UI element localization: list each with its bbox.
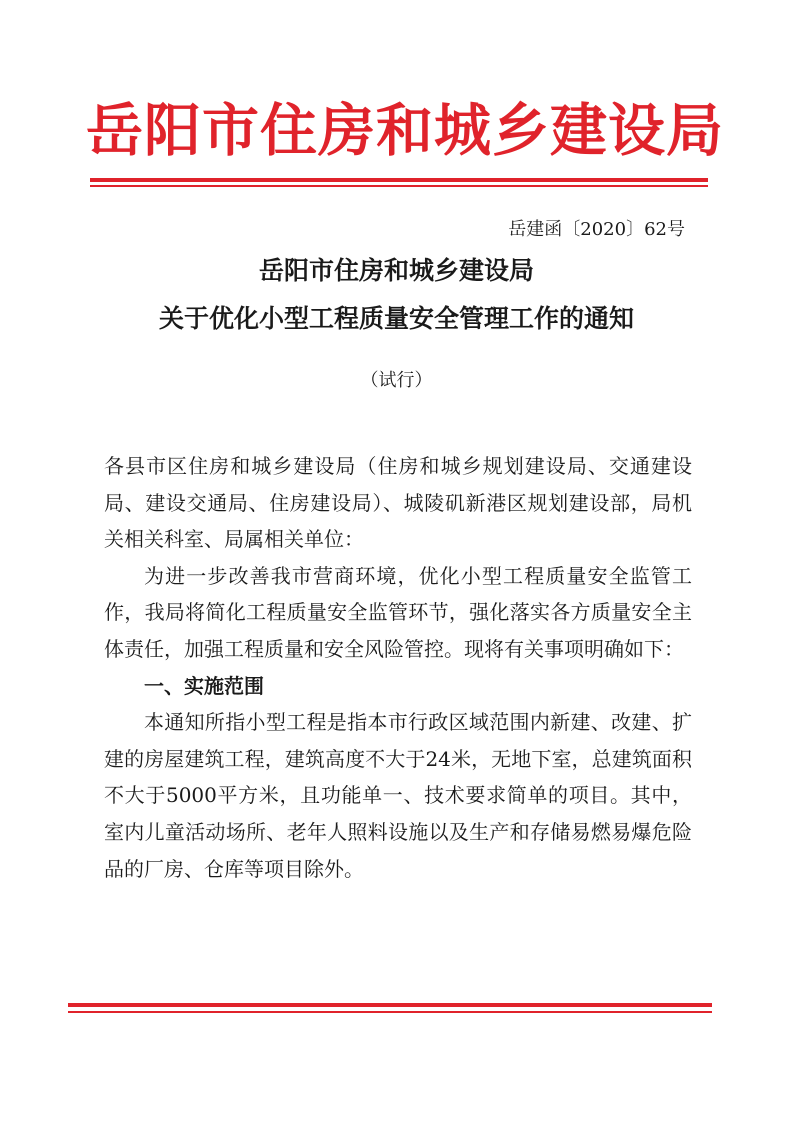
document-subtitle: （试行）	[360, 370, 433, 391]
footer-rule-thick	[68, 1003, 712, 1007]
section-paragraph: 本通知所指小型工程是指本市行政区域范围内新建、改建、扩建的房屋建筑工程，建筑高度不大于24米，无地下室，总建筑面积不大于5000平方米，且功能单一、技术要求简单的项目。其中，室内儿童活动场所、老年人照料设施以及生产和存储易燃易爆危险品的厂房、仓库等项目除外。	[104, 710, 692, 881]
document-body	[104, 448, 692, 887]
document-title-line-1: 岳阳市住房和城乡建设局	[258, 256, 534, 285]
letterhead-title: 岳阳市住房和城乡建设局	[86, 97, 724, 164]
letterhead-rule-thick	[90, 178, 708, 182]
document-number: 岳建函〔2020〕62号	[508, 219, 685, 240]
section-heading: 一、实施范围	[144, 673, 264, 698]
letterhead-rule-thin	[90, 185, 708, 187]
document-title-line-2: 关于优化小型工程质量安全管理工作的通知	[158, 304, 634, 333]
footer-rule-thin	[68, 1011, 712, 1013]
recipients-paragraph: 各县市区住房和城乡建设局（住房和城乡规划建设局、交通建设局、建设交通局、住房建设局）、城陵矶新港区规划建设部，局机关相关科室、局属相关单位：	[104, 454, 692, 552]
intro-paragraph: 为进一步改善我市营商环境，优化小型工程质量安全监管工作，我局将简化工程质量安全监管环节，强化落实各方质量安全主体责任，加强工程质量和安全风险管控。现将有关事项明确如下：	[104, 563, 692, 661]
